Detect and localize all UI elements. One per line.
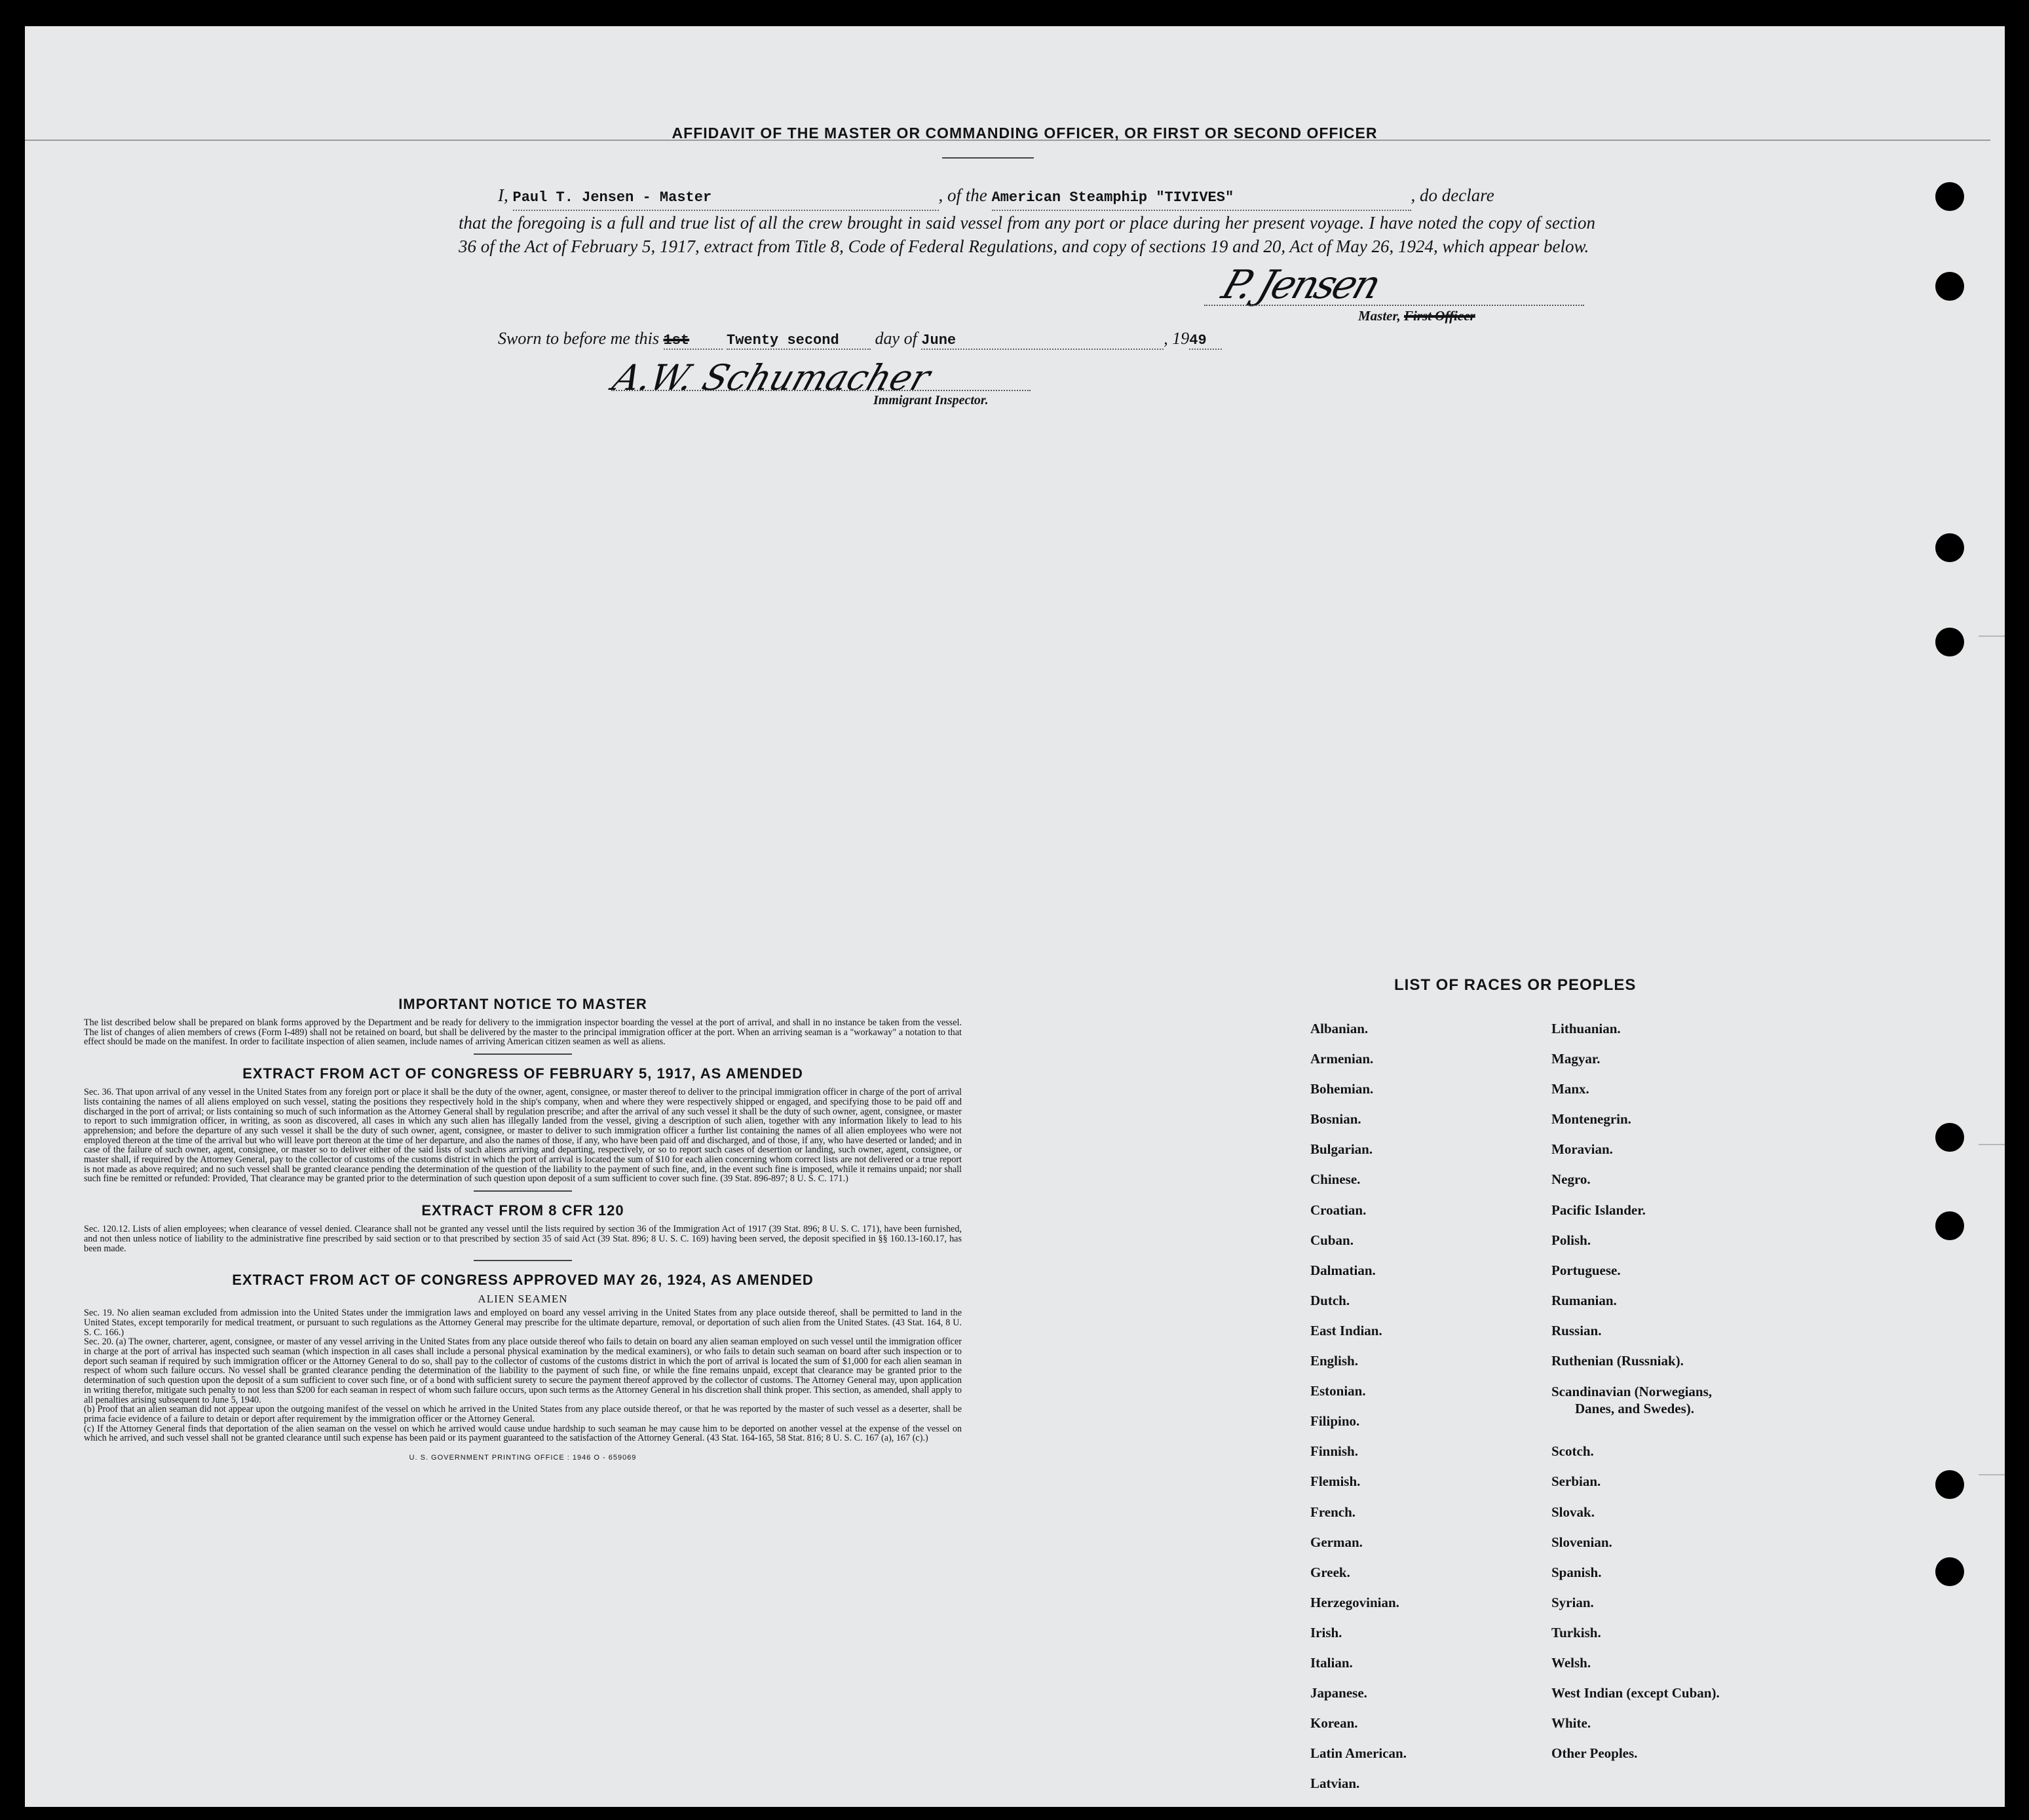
sworn-struck-day: 1st	[663, 332, 690, 349]
race-item: Other Peoples.	[1551, 1745, 1638, 1762]
race-item: Turkish.	[1551, 1624, 1601, 1640]
race-item: Moravian.	[1551, 1141, 1613, 1158]
of-the-text: , of the	[938, 185, 987, 205]
struck-officer-title: First Officer	[1404, 308, 1475, 324]
sworn-month: June	[921, 332, 957, 349]
race-item: Negro.	[1551, 1171, 1591, 1188]
notice-section	[84, 996, 962, 1462]
race-item: Bulgarian.	[1310, 1141, 1373, 1158]
race-item: Portuguese.	[1551, 1262, 1621, 1278]
title-divider	[942, 157, 1034, 159]
race-item: English.	[1310, 1353, 1358, 1369]
race-item: Slovenian.	[1551, 1534, 1612, 1550]
race-item: White.	[1551, 1715, 1591, 1732]
race-item: Herzegovinian.	[1310, 1594, 1399, 1610]
race-item: West Indian (except Cuban).	[1551, 1685, 1720, 1701]
race-item: Finnish.	[1310, 1443, 1358, 1460]
race-item: Japanese.	[1310, 1685, 1367, 1701]
fold-mark	[1979, 635, 2005, 637]
master-label: Master, First Officer	[1358, 308, 1475, 324]
punch-hole	[1935, 1211, 1964, 1240]
race-item: Latvian.	[1310, 1775, 1360, 1792]
race-item: Dalmatian.	[1310, 1262, 1376, 1278]
race-item: Flemish.	[1310, 1473, 1361, 1490]
race-item: Greek.	[1310, 1564, 1350, 1580]
race-item: Scotch.	[1551, 1443, 1594, 1460]
fold-mark	[1979, 1474, 2005, 1475]
printing-office-footer: U. S. GOVERNMENT PRINTING OFFICE : 1946 O - 659069	[409, 1454, 637, 1462]
extract3-title: EXTRACT FROM ACT OF CONGRESS APPROVED MAY 26, 1924, AS AMENDED	[232, 1272, 814, 1289]
race-item-scandinavian: Scandinavian (Norwegians, Danes, and Swedes).	[1551, 1384, 1713, 1417]
races-column-2	[1551, 1021, 1720, 1775]
punch-hole	[1935, 628, 1964, 656]
extract2-text: Sec. 120.12. Lists of alien employees; when clearance of vessel denied. Clearance shall not be granted any vessel until the lists required by section 36 of the Immigration Act of 1917 (39 Stat. 896; 8 U. S. C. 171), have been furnished, and not then unless notice of liability to the administrative fine prescribed by said section or to that prescribed by section 35 of said Act (39 Stat. 896; 8 U. S. C. 169) having been served, the deposit specified in §§ 160.13-160.17, has been made.	[84, 1224, 962, 1254]
extract1-text: Sec. 36. That upon arrival of any vessel in the United States from any foreign port or place it shall be the duty of the owner, agent, consignee, or master thereof to deliver to the principal immigration officer in charge of the port of arrival lists containing the names of all aliens employed on such vessel, stating the positions they respectively hold in the ship's company, when and where they were respectively shipped or engaged, and specifying those to be paid off and discharged in the port of arrival; or lists containing so much of such information as the Attorney General shall by regulation prescribe; and after the arrival of any such vessel it shall be the duty of such owner, agent, consignee, or master to report to such immigration officer, in writing, as soon as discovered, all cases in which any such alien has illegally landed from the vessel, giving a description of such alien, together with any information likely to lead to his apprehension; and before the departure of any such vessel it shall be the duty of such owner, agent, consignee, or master to deliver to such immigration officer a further list containing the names of all alien employees who were not employed thereon at the time of the arrival but who will leave port thereon at the time of her departure, and also the names of those, if any, who have been paid off and discharged, and of those, if any, who have deserted or landed; and in case of the failure of such owner, agent, consignee, or master so to deliver either of the said lists of such aliens arriving and departing, respectively, or so to report such cases of desertion or landing, such owner, agent, consignee, or master shall, if required by the Attorney General, pay to the collector of customs of the customs district in which the port of arrival is located the sum of $10 for each alien concerning whom correct lists are not delivered or a true report is not made as above required; and no such vessel shall be granted clearance pending the determination of the question of the liability to the payment of such fine, and, in the event such fine is imposed, while it remains unpaid; nor shall such fine be remitted or refunded: Provided, That clearance may be granted prior to the determination of such question upon deposit of a sum sufficient to cover such fine. (39 Stat. 896-897; 8 U. S. C. 171.)	[84, 1087, 962, 1185]
pronoun-i: I,	[498, 185, 508, 205]
sworn-day: Twenty second	[727, 332, 839, 349]
race-item: Armenian.	[1310, 1051, 1374, 1067]
affidavit-title: AFFIDAVIT OF THE MASTER OR COMMANDING OFFICER, OR FIRST OR SECOND OFFICER	[672, 124, 1378, 142]
divider	[474, 1190, 572, 1192]
divider	[474, 1260, 572, 1261]
vessel-name: American Steamphip "TIVIVES"	[991, 189, 1234, 206]
inspector-label: Immigrant Inspector.	[873, 393, 989, 408]
race-item: Polish.	[1551, 1232, 1591, 1248]
race-item: Croatian.	[1310, 1202, 1367, 1218]
race-item: Latin American.	[1310, 1745, 1407, 1762]
race-item: Lithuanian.	[1551, 1021, 1621, 1036]
race-item: Russian.	[1551, 1322, 1602, 1338]
race-item: Albanian.	[1310, 1021, 1369, 1036]
race-item: Irish.	[1310, 1624, 1342, 1640]
punch-hole	[1935, 182, 1964, 211]
inspector-signature: A.W. Schumacher	[607, 357, 936, 398]
race-item: Serbian.	[1551, 1473, 1601, 1490]
do-declare-text: , do declare	[1411, 185, 1494, 205]
fold-mark	[1979, 1144, 2005, 1145]
sworn-line: Sworn to before me this 1st Twenty second day of June , 1949	[498, 329, 1222, 350]
race-item: Montenegrin.	[1551, 1111, 1631, 1128]
extract2-title: EXTRACT FROM 8 CFR 120	[421, 1202, 624, 1219]
race-item: Bosnian.	[1310, 1111, 1361, 1128]
races-section	[1296, 976, 1820, 1792]
notice-title: IMPORTANT NOTICE TO MASTER	[398, 996, 647, 1012]
race-item: Magyar.	[1551, 1051, 1601, 1067]
punch-hole	[1935, 1557, 1964, 1586]
divider	[474, 1053, 572, 1055]
race-item: Chinese.	[1310, 1171, 1361, 1188]
extract1-title: EXTRACT FROM ACT OF CONGRESS OF FEBRUARY 5, 1917, AS AMENDED	[242, 1065, 803, 1082]
sworn-year: 49	[1189, 332, 1207, 349]
punch-hole	[1935, 272, 1964, 301]
races-column-1	[1310, 1021, 1407, 1806]
punch-hole	[1935, 1123, 1964, 1152]
officer-name: Paul T. Jensen - Master	[512, 189, 712, 206]
race-item: Ruthenian (Russniak).	[1551, 1353, 1684, 1369]
race-item: Cuban.	[1310, 1232, 1354, 1248]
master-signature-line	[1204, 305, 1584, 306]
races-title: LIST OF RACES OR PEOPLES	[1394, 976, 1637, 994]
race-item: Italian.	[1310, 1654, 1353, 1671]
extract3-sec20a: Sec. 20. (a) The owner, charterer, agent, consignee, or master of any vessel arriving in the United States from any place outside thereof who fails to detain on board any alien seaman employed on such vessel until the immigration officer in charge at the port of arrival has inspected such seaman (which inspection in all cases shall include a personal physical examination by the medical examiners), or who fails to detain such seaman on board after such inspection or to deport such seaman if required by such immigration officer or the Attorney General to do so, shall pay to the collector of customs of the customs district in which the port of arrival is located the sum of $1,000 for each alien seaman in respect of whom such failure occurs. No vessel shall be granted clearance pending the determination of the liability to the payment of such fine, or while the fine remains unpaid, except that clearance may be granted prior to the determination of such question upon the deposit of a sum sufficient to cover such fine, or of a bond with sufficient surety to secure the payment thereof approved by the collector of customs. The Attorney General may, upon application in writing therefor, mitigate such penalty to not less than $200 for each seaman in respect of whom such failure occurs, upon such terms as the Attorney General in his discretion shall think proper. This section, as amended, shall apply to all penalties arising subsequent to June 5, 1940.	[84, 1337, 962, 1405]
inspector-signature-line	[611, 390, 1031, 391]
race-item: Slovak.	[1551, 1504, 1595, 1520]
race-item: Estonian.	[1310, 1383, 1366, 1399]
punch-hole	[1935, 533, 1964, 562]
document-page	[25, 26, 2005, 1807]
extract3-sec20b: (b) Proof that an alien seaman did not appear upon the outgoing manifest of the vessel on which he arrived in the United States from any place outside thereof, or that he was reported by the master of such vessel as a deserter, shall be prima facie evidence of a failure to detain or deport after requirement by the immigration officer or the Attorney General.	[84, 1404, 962, 1424]
race-item: German.	[1310, 1534, 1363, 1550]
race-item: Syrian.	[1551, 1594, 1594, 1610]
race-item: Filipino.	[1310, 1413, 1360, 1430]
affidavit-declaration	[459, 183, 1595, 258]
punch-hole	[1935, 1470, 1964, 1499]
race-item: Dutch.	[1310, 1292, 1350, 1308]
master-signature: P. Jensen	[1216, 262, 1384, 308]
race-item: Welsh.	[1551, 1654, 1591, 1671]
notice-text: The list described below shall be prepared on blank forms approved by the Department and be ready for delivery to the immigration inspector boarding the vessel at the port of arrival, and shall in no instance be taken from the vessel. The list of changes of alien members of crews (Form I-489) shall not be retained on board, but shall be delivered by the master to the principal immigration officer at the port. When an arriving seaman is a "workaway" a notation to that effect should be made on the manifest. In order to facilitate inspection of alien seamen, include names of arriving American citizen seamen as well as aliens.	[84, 1017, 962, 1048]
extract3-subtitle: ALIEN SEAMEN	[478, 1293, 568, 1306]
race-item: Bohemian.	[1310, 1081, 1374, 1097]
race-item: Korean.	[1310, 1715, 1358, 1732]
declaration-body: that the foregoing is a full and true list of all the crew brought in said vessel from any port or place during her present voyage. I have noted the copy of section 36 of the Act of February 5, 1917, extract from Title 8, Code of Federal Regulations, and copy of sections 19 and 20, Act of May 26, 1924, which appear below.	[459, 213, 1595, 256]
race-item: Rumanian.	[1551, 1292, 1617, 1308]
extract3-sec20c: (c) If the Attorney General finds that deportation of the alien seaman on the vessel on which he arrived would cause undue hardship to such seaman he may cause him to be deported on another vessel at the expense of the vessel on which he arrived, and such vessel shall not be granted clearance until such expense has been paid or its payment guaranteed to the satisfaction of the Attorney General. (43 Stat. 164-165, 58 Stat. 816; 8 U. S. C. 167 (a), 167 (c).)	[84, 1423, 962, 1444]
race-item: French.	[1310, 1504, 1356, 1520]
race-item: East Indian.	[1310, 1322, 1382, 1338]
race-item: Pacific Islander.	[1551, 1202, 1646, 1218]
race-item: Manx.	[1551, 1081, 1589, 1097]
extract3-sec19: Sec. 19. No alien seaman excluded from admission into the United States under the immigration laws and employed on board any vessel arriving in the United States from any place outside thereof, shall be permitted to land in the United States, except temporarily for medical treatment, or pursuant to such regulations as the Attorney General may prescribe for the ultimate departure, removal, or deportation of such alien from the United States. (43 Stat. 164, 8 U. S. C. 166.)	[84, 1308, 962, 1338]
race-item: Spanish.	[1551, 1564, 1602, 1580]
